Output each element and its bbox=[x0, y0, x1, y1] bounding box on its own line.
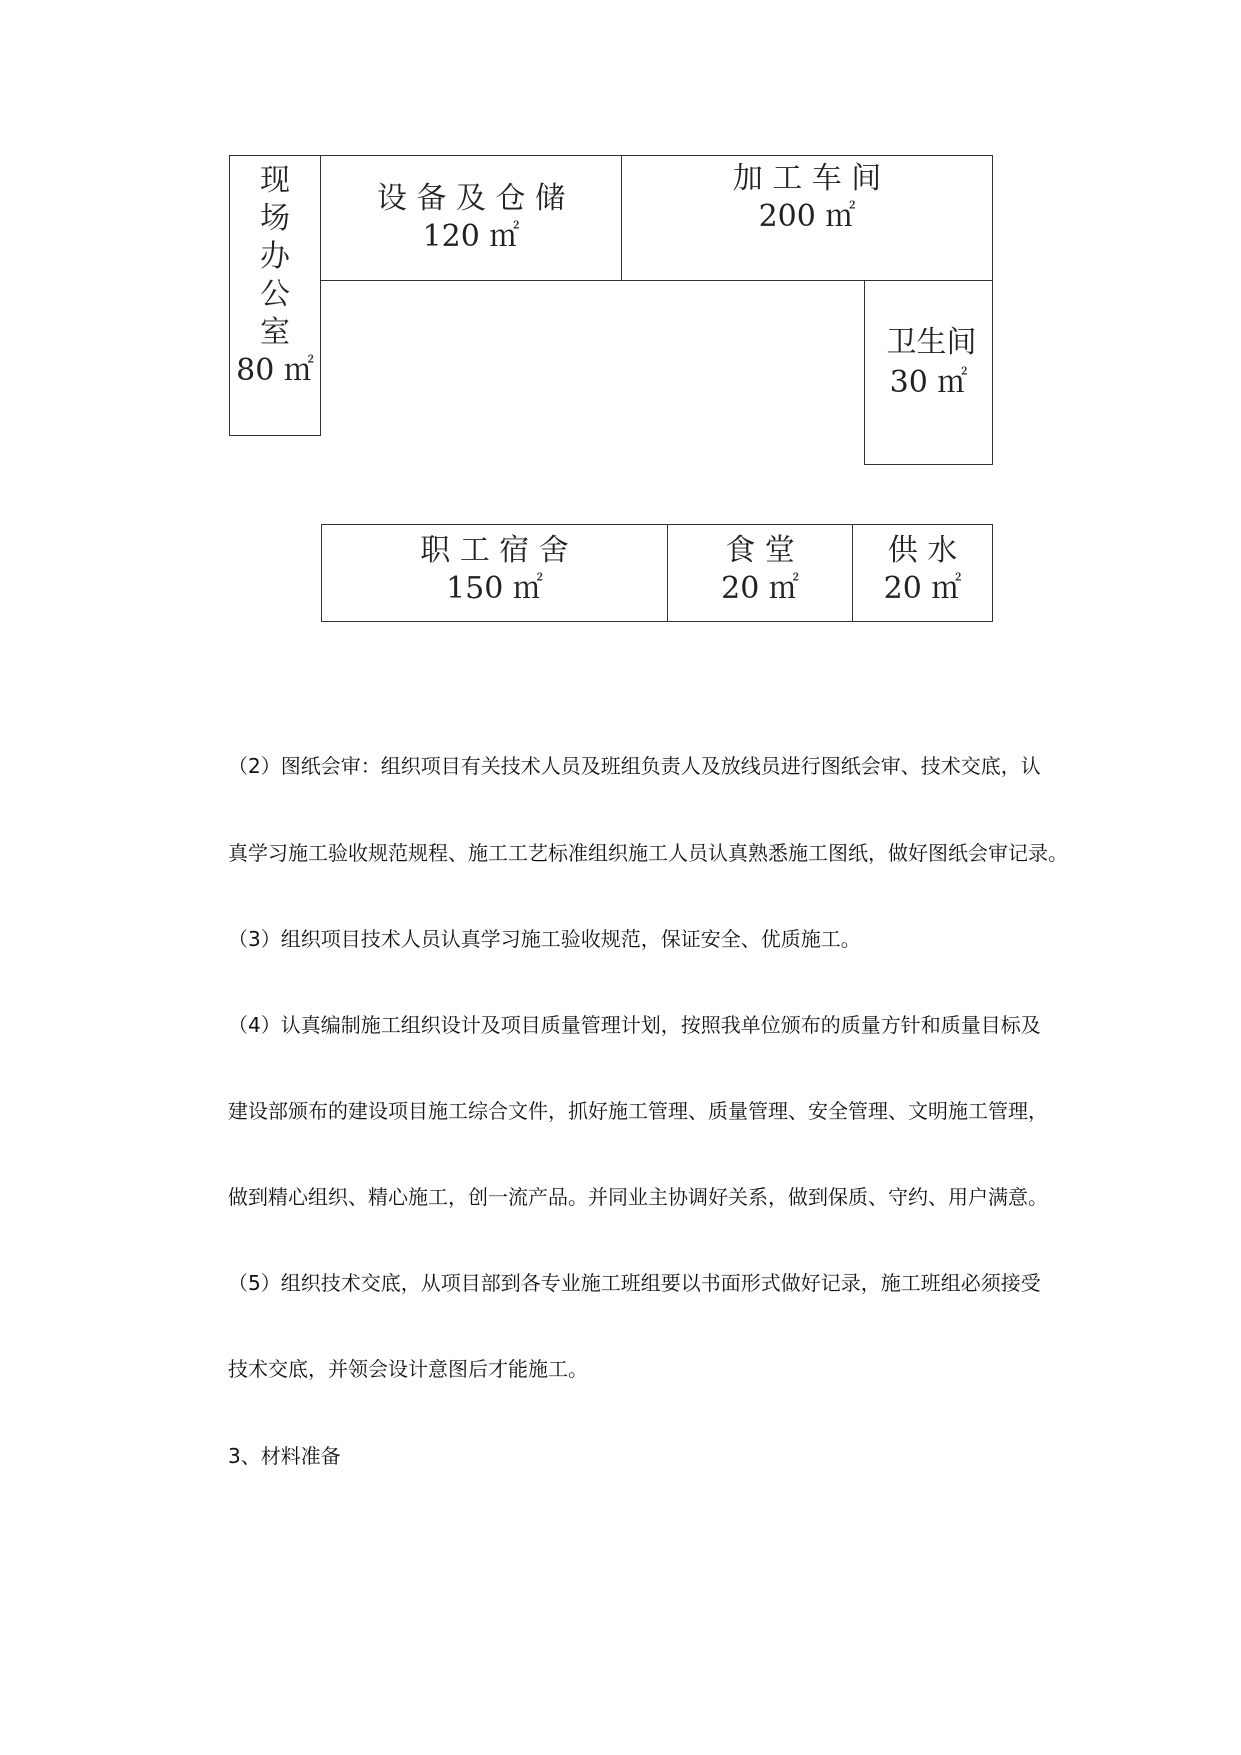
office-char: 场 bbox=[260, 201, 290, 236]
office-label bbox=[230, 162, 320, 390]
dormitory-area: 150 ㎡ bbox=[446, 571, 543, 606]
canteen-name: 食 堂 bbox=[725, 533, 795, 568]
water-name: 供 水 bbox=[887, 533, 958, 568]
office-char: 室 bbox=[260, 315, 290, 350]
paragraph-line: 做到精心组织、精心施工，创一流产品。并同业主协调好关系，做到保质、守约、用户满意。 bbox=[228, 1185, 1048, 1209]
paragraph-line: 技术交底，并领会设计意图后才能施工。 bbox=[228, 1357, 588, 1381]
workshop-name: 加 工 车 间 bbox=[732, 161, 882, 196]
water-area: 20 ㎡ bbox=[883, 571, 962, 606]
paragraph-line: 真学习施工验收规范规程、施工工艺标准组织施工人员认真熟悉施工图纸，做好图纸会审记录。 bbox=[228, 841, 1068, 865]
toilet-name: 卫生间 bbox=[886, 325, 977, 360]
dormitory-name: 职 工 宿 舍 bbox=[420, 533, 569, 568]
office-char: 公 bbox=[260, 277, 290, 312]
storage-name: 设 备 及 仓 储 bbox=[376, 181, 566, 216]
paragraph-line: （3）组织项目技术人员认真学习施工验收规范，保证安全、优质施工。 bbox=[228, 927, 861, 951]
office-area: 80 ㎡ bbox=[236, 353, 314, 388]
paragraph-line: （2）图纸会审：组织项目有关技术人员及班组负责人及放线员进行图纸会审、技术交底，认 bbox=[228, 754, 1041, 778]
section-heading: 3、材料准备 bbox=[228, 1444, 341, 1468]
paragraph-line: 建设部颁布的建设项目施工综合文件，抓好施工管理、质量管理、安全管理、文明施工管理， bbox=[228, 1099, 1048, 1123]
office-char: 办 bbox=[260, 239, 290, 274]
canteen-area: 20 ㎡ bbox=[721, 571, 799, 606]
storage-area: 120 ㎡ bbox=[422, 219, 520, 254]
toilet-area: 30 ㎡ bbox=[889, 365, 968, 400]
paragraph-line: （5）组织技术交底，从项目部到各专业施工班组要以书面形式做好记录，施工班组必须接受 bbox=[228, 1271, 1041, 1295]
office-char: 现 bbox=[260, 163, 290, 198]
paragraph-line: （4）认真编制施工组织设计及项目质量管理计划，按照我单位颁布的质量方针和质量目标及 bbox=[228, 1013, 1041, 1037]
workshop-area: 200 ㎡ bbox=[758, 199, 856, 234]
